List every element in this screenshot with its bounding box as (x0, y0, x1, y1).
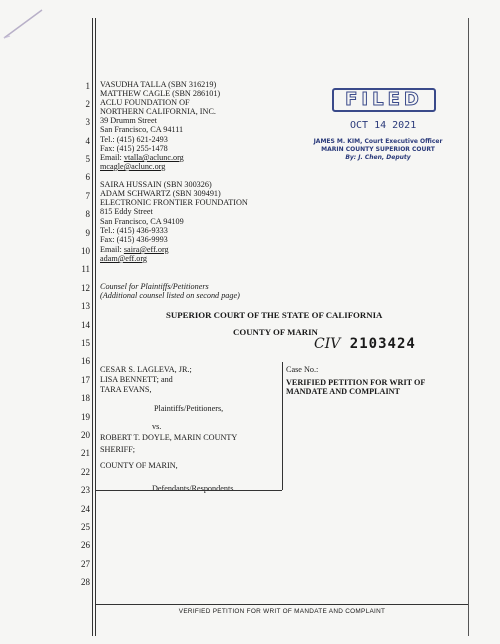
line-number: 28 (81, 577, 90, 587)
clerk-line: JAMES M. KIM, Court Executive Officer (313, 138, 443, 145)
line-number: 10 (81, 246, 90, 256)
street-address: 39 Drumm Street (100, 116, 157, 125)
caption-divider (282, 362, 283, 490)
line-number: 20 (81, 430, 90, 440)
county-name: COUNTY OF MARIN (233, 327, 318, 337)
line-number: 22 (81, 467, 90, 477)
attorney-name: VASUDHA TALLA (SBN 316219) (100, 80, 217, 89)
document-title: MANDATE AND COMPLAINT (286, 387, 401, 396)
organization-name: ACLU FOUNDATION OF (100, 98, 190, 107)
plaintiff-name: CESAR S. LAGLEVA, JR.; (100, 365, 192, 374)
left-margin-rule (92, 18, 93, 636)
left-margin-rule-inner (95, 18, 96, 636)
court-name: SUPERIOR COURT OF THE STATE OF CALIFORNIA (166, 310, 383, 320)
fax: Fax: (415) 436-9993 (100, 235, 168, 244)
line-number: 18 (81, 393, 90, 403)
city-address: San Francisco, CA 94109 (100, 217, 184, 226)
additional-counsel-note: (Additional counsel listed on second page) (100, 291, 240, 300)
attorney-name: ADAM SCHWARTZ (SBN 309491) (100, 189, 221, 198)
line-number: 21 (81, 448, 90, 458)
line-number: 3 (85, 117, 90, 127)
versus: vs. (152, 422, 162, 431)
line-number: 9 (85, 228, 90, 238)
plaintiffs-role: Plaintiffs/Petitioners, (154, 404, 224, 413)
filed-stamp-title: FILED (332, 88, 436, 112)
line-number: 19 (81, 412, 90, 422)
line-number: 7 (85, 191, 90, 201)
telephone: Tel.: (415) 436-9333 (100, 226, 168, 235)
line-number: 17 (81, 375, 90, 385)
line-number: 27 (81, 559, 90, 569)
line-number: 12 (81, 283, 90, 293)
attorney-name: SAIRA HUSSAIN (SBN 300326) (100, 180, 212, 189)
email-link[interactable]: adam@eff.org (100, 254, 148, 263)
case-number-prefix: CIV (314, 336, 341, 352)
plaintiff-name: TARA EVANS, (100, 385, 152, 394)
line-number: 6 (85, 172, 90, 182)
line-number: 2 (85, 99, 90, 109)
defendant-name: SHERIFF; (100, 445, 136, 454)
line-number: 11 (81, 264, 90, 274)
email-link[interactable]: mcagle@aclunc.org (100, 162, 166, 171)
attorney-name: MATTHEW CAGLE (SBN 286101) (100, 89, 221, 98)
email-label: Email: (100, 245, 124, 254)
case-number-digits: 2103424 (349, 336, 416, 352)
document-title: VERIFIED PETITION FOR WRIT OF (286, 378, 426, 387)
fax: Fax: (415) 255-1478 (100, 144, 168, 153)
counsel-for: Counsel for Plaintiffs/Petitioners (100, 282, 209, 291)
defendants-role: Defendants/Respondents. (152, 484, 236, 493)
organization-name: ELECTRONIC FRONTIER FOUNDATION (100, 198, 248, 207)
case-number (314, 336, 416, 352)
organization-name: NORTHERN CALIFORNIA, INC. (100, 107, 216, 116)
right-margin-rule (468, 18, 469, 636)
filed-stamp-date: OCT 14 2021 (350, 120, 417, 131)
email-link[interactable]: saira@eff.org (123, 245, 169, 254)
page-footer: VERIFIED PETITION FOR WRIT OF MANDATE AND COMPLAINT (178, 608, 386, 615)
line-number: 8 (85, 209, 90, 219)
line-number: 14 (81, 320, 90, 330)
line-number: 4 (85, 136, 90, 146)
clerk-line: MARIN COUNTY SUPERIOR COURT (321, 146, 435, 153)
line-number: 15 (81, 338, 90, 348)
caption-underline (96, 490, 282, 491)
line-number: 13 (81, 301, 90, 311)
line-number: 23 (81, 485, 90, 495)
email-label: Email: (100, 153, 124, 162)
line-number: 5 (85, 154, 90, 164)
plaintiff-name: LISA BENNETT; and (100, 375, 173, 384)
line-number: 24 (81, 504, 90, 514)
defendant-name: COUNTY OF MARIN, (100, 461, 178, 470)
telephone: Tel.: (415) 621-2493 (100, 135, 168, 144)
clerk-line: By: J. Chen, Deputy (345, 154, 411, 161)
corner-ink-mark (2, 8, 62, 48)
defendant-name: ROBERT T. DOYLE, MARIN COUNTY (100, 433, 238, 442)
street-address: 815 Eddy Street (100, 207, 153, 216)
line-number: 26 (81, 540, 90, 550)
case-no-label: Case No.: (286, 365, 319, 374)
email-link[interactable]: vtalla@aclunc.org (123, 153, 184, 162)
line-number: 25 (81, 522, 90, 532)
footer-rule (96, 604, 468, 605)
line-number: 1 (85, 81, 90, 91)
line-number: 16 (81, 356, 90, 366)
filed-stamp-clerk (308, 138, 448, 162)
city-address: San Francisco, CA 94111 (100, 125, 184, 134)
